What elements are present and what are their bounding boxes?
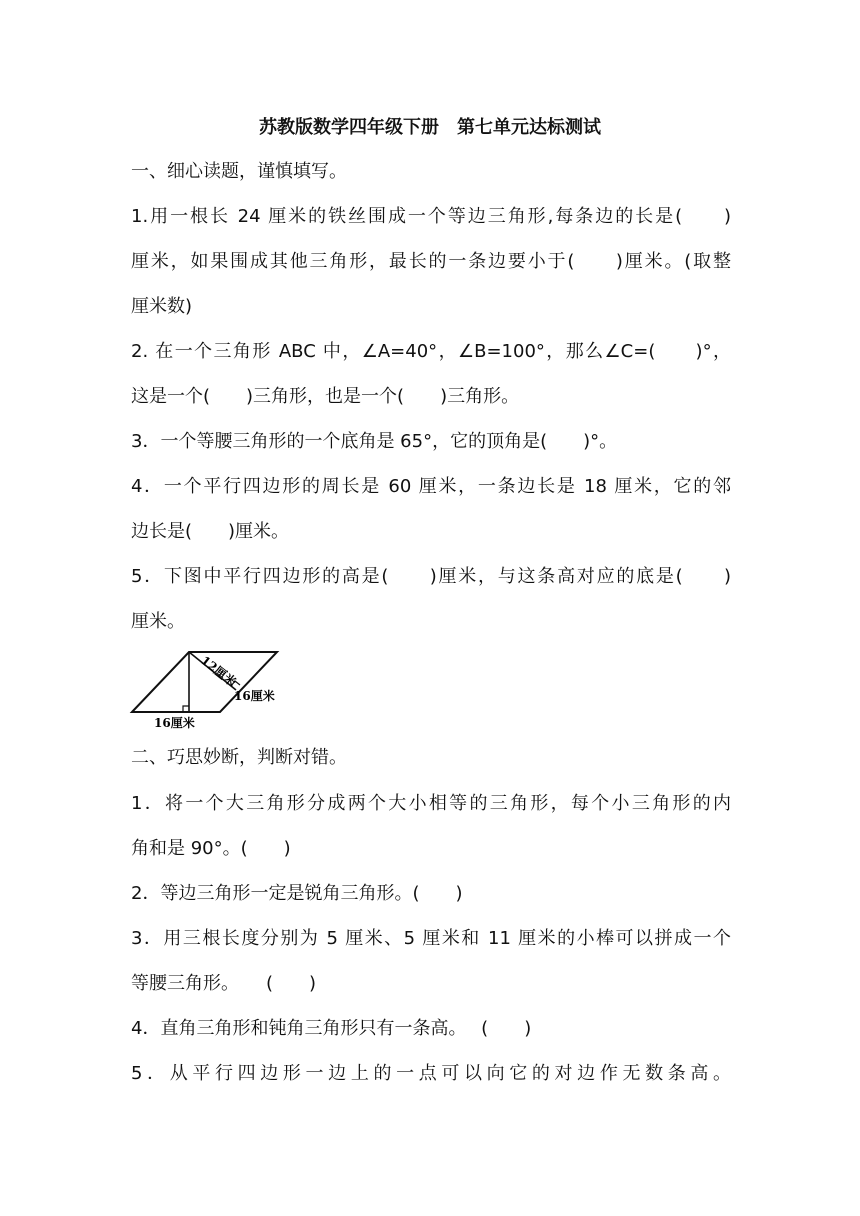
judge-q3-line-1: 3．用三根长度分别为 5 厘米、5 厘米和 11 厘米的小棒可以拼成一个	[131, 928, 731, 949]
q5-line-1: 5．下图中平行四边形的高是( )厘米，与这条高对应的底是( )	[131, 566, 731, 587]
q1-line-2: 厘米，如果围成其他三角形，最长的一条边要小于( )厘米。(取整	[131, 251, 731, 272]
judge-q2-line: 2．等边三角形一定是锐角三角形。( )	[131, 883, 463, 904]
q3-line: 3．一个等腰三角形的一个底角是 65°，它的顶角是( )°。	[131, 431, 618, 452]
q2-line-1: 2. 在一个三角形 ABC 中，∠A=40°，∠B=100°，那么∠C=( )°，	[131, 341, 731, 362]
judge-q3-line-2: 等腰三角形。 ( )	[131, 973, 317, 994]
judge-q4-line: 4．直角三角形和钝角三角形只有一条高。 ( )	[131, 1018, 532, 1039]
section-1-heading: 一、细心读题，谨慎填写。	[131, 161, 347, 182]
q1-line-1: 1.用一根长 24 厘米的铁丝围成一个等边三角形,每条边的长是( )	[131, 206, 731, 227]
q4-line-2: 边长是( )厘米。	[131, 521, 290, 542]
section-2-heading: 二、巧思妙断，判断对错。	[131, 747, 347, 768]
judge-q1-line-2: 角和是 90°。( )	[131, 838, 291, 859]
q5-line-2: 厘米。	[131, 611, 185, 632]
page-title: 苏教版数学四年级下册 第七单元达标测试	[259, 117, 601, 138]
judge-q1-line-1: 1．将一个大三角形分成两个大小相等的三角形，每个小三角形的内	[131, 793, 731, 814]
judge-q5-line: 5．从平行四边形一边上的一点可以向它的对边作无数条高。	[131, 1063, 731, 1084]
height-label: 12厘米	[198, 653, 239, 690]
q1-line-3: 厘米数)	[131, 296, 193, 317]
q4-line-1: 4．一个平行四边形的周长是 60 厘米，一条边长是 18 厘米，它的邻	[131, 476, 731, 497]
base-label: 16厘米	[154, 716, 195, 730]
q2-line-2: 这是一个( )三角形，也是一个( )三角形。	[131, 386, 520, 407]
parallelogram-figure	[128, 646, 288, 732]
side-label: 16厘米	[234, 689, 275, 703]
